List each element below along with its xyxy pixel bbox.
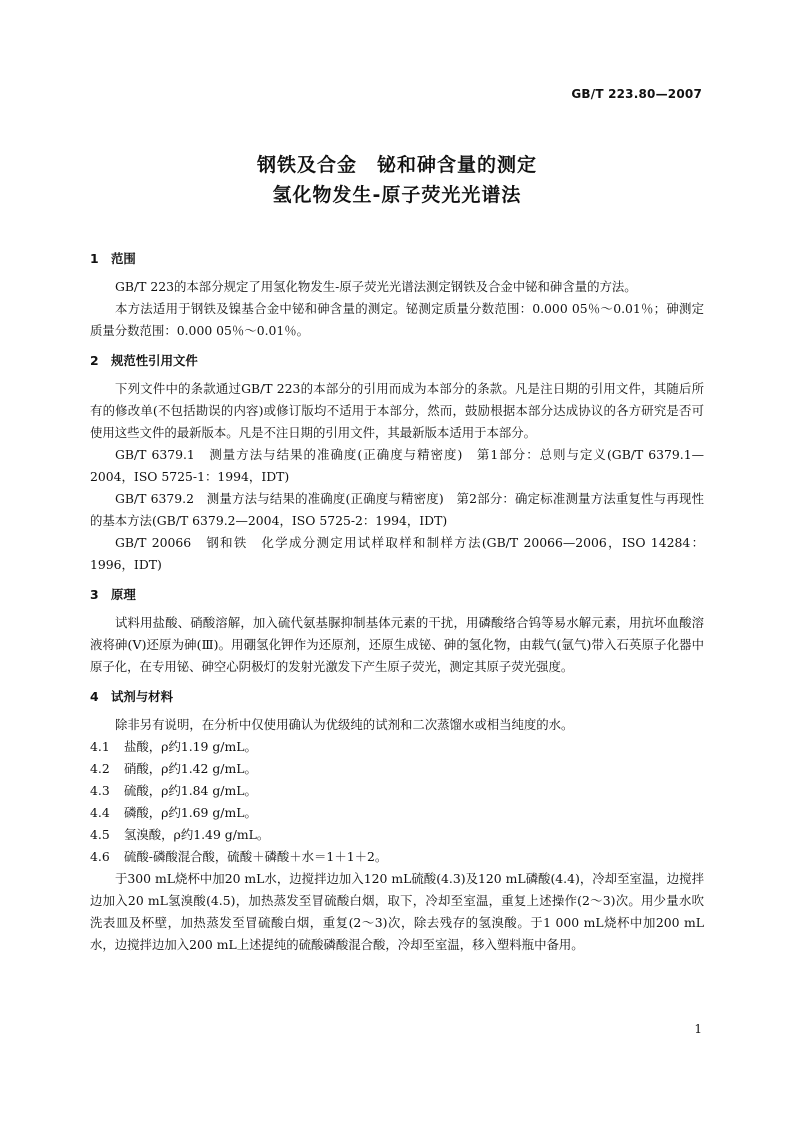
reagent-text: 磷酸，ρ约1.69 g/mL。 [124, 805, 257, 820]
section-heading-normative-references: 2 规范性引用文件 [90, 353, 198, 368]
reference-item-2: GB/T 6379.2 测量方法与结果的准确度(正确度与精密度) 第2部分：确定标准测量方法重复性与再现性的基本方法(GB/T 6379.2—2004，ISO 5725-2：1994，IDT) [90, 491, 704, 528]
section-heading-scope: 1 范围 [90, 251, 136, 266]
reagent-item [90, 846, 704, 868]
reference-item-1: GB/T 6379.1 测量方法与结果的准确度(正确度与精密度) 第1部分：总则与定义(GB/T 6379.1—2004，ISO 5725-1：1994，IDT) [90, 447, 704, 484]
reagent-text: 硫酸-磷酸混合酸，硫酸＋磷酸＋水＝1＋1＋2。 [124, 849, 388, 864]
reagent-number: 4.1 [90, 739, 110, 754]
document-body [90, 248, 704, 956]
reagent-number: 4.2 [90, 761, 110, 776]
references-paragraph: 下列文件中的条款通过GB/T 223的本部分的引用而成为本部分的条款。凡是注日期的引用文件，其随后所有的修改单(不包括勘误的内容)或修订版均不适用于本部分，然而，鼓励根据本部分达成协议的各方研究是否可使用这些文件的最新版本。凡是不注日期的引用文件，其最新版本适用于本部分。 [90, 381, 704, 440]
reagent-item [90, 780, 704, 802]
reagents-intro: 除非另有说明，在分析中仅使用确认为优级纯的试剂和二次蒸馏水或相当纯度的水。 [115, 717, 574, 732]
mixed-acid-preparation-paragraph: 于300 mL烧杯中加20 mL水，边搅拌边加入120 mL硫酸(4.3)及120 mL磷酸(4.4)，冷却至室温，边搅拌边加入20 mL氢溴酸(4.5)，加热蒸发至冒硫酸白烟，取下，冷却至室温，重复上述操作(2～3)次。用少量水吹洗表皿及杯壁，加热蒸发至冒硫酸白烟，重复(2～3)次，除去残存的氢溴酸。于1 000 mL烧杯中加200 mL水，边搅拌边加入200 mL上述提纯的硫酸磷酸混合酸，冷却至室温，移入塑料瓶中备用。 [90, 871, 704, 952]
reagent-item [90, 802, 704, 824]
scope-paragraph-1: GB/T 223的本部分规定了用氢化物发生-原子荧光光谱法测定钢铁及合金中铋和砷含量的方法。 [115, 279, 637, 294]
reagent-number: 4.3 [90, 783, 110, 798]
reagent-text: 氢溴酸，ρ约1.49 g/mL。 [124, 827, 270, 842]
page-number: 1 [694, 1022, 702, 1036]
reagent-number: 4.4 [90, 805, 110, 820]
document-title-line1: 钢铁及合金 铋和砷含量的测定 [256, 154, 537, 176]
principle-paragraph: 试料用盐酸、硝酸溶解，加入硫代氨基脲抑制基体元素的干扰，用磷酸络合钨等易水解元素，用抗坏血酸溶液将砷(Ⅴ)还原为砷(Ⅲ)。用硼氢化钾作为还原剂，还原生成铋、砷的氢化物，由载气(氩气)带入石英原子化器中原子化，在专用铋、砷空心阴极灯的发射光激发下产生原子荧光，测定其原子荧光强度。 [90, 615, 704, 674]
reagent-text: 盐酸，ρ约1.19 g/mL。 [124, 739, 257, 754]
scope-paragraph-2: 本方法适用于钢铁及镍基合金中铋和砷含量的测定。铋测定质量分数范围：0.000 05％～0.01％；砷测定质量分数范围：0.000 05％～0.01％。 [90, 301, 704, 338]
reagent-item [90, 758, 704, 780]
reagent-text: 硝酸，ρ约1.42 g/mL。 [124, 761, 257, 776]
section-heading-principle: 3 原理 [90, 587, 136, 602]
reagent-item [90, 824, 704, 846]
reagent-number: 4.5 [90, 827, 110, 842]
document-title-line2: 氢化物发生-原子荧光光谱法 [272, 184, 522, 206]
section-heading-reagents: 4 试剂与材料 [90, 689, 173, 704]
standard-code: GB/T 223.80—2007 [571, 87, 702, 101]
reagent-number: 4.6 [90, 849, 110, 864]
reference-item-3: GB/T 20066 钢和铁 化学成分测定用试样取样和制样方法(GB/T 20066—2006，ISO 14284：1996，IDT) [90, 535, 704, 572]
reagent-text: 硫酸，ρ约1.84 g/mL。 [124, 783, 257, 798]
reagent-item [90, 736, 704, 758]
